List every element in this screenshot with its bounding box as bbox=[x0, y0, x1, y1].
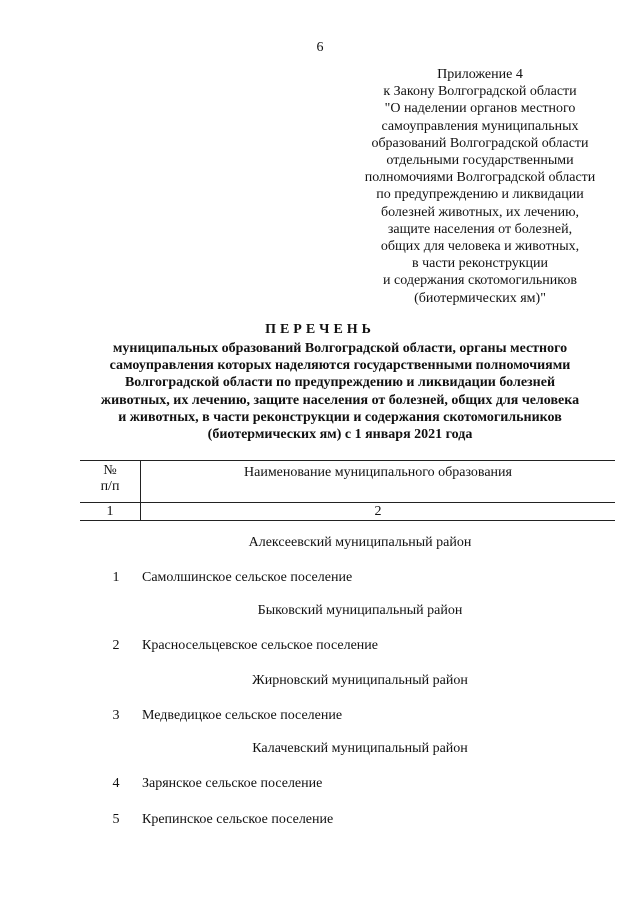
appendix-line: в части реконструкции bbox=[411, 256, 549, 272]
column-index-2: 2 bbox=[141, 503, 616, 521]
district-heading: Жирновский муниципальный район bbox=[252, 673, 468, 688]
subtitle-line: Волгоградской области по предупреждению и ликвидации болезней bbox=[124, 375, 556, 391]
item-name: Крепинское сельское поселение bbox=[142, 812, 334, 827]
item-number: 1 bbox=[112, 570, 120, 585]
subtitle-line: животных, их лечению, защите населения от болезней, общих для человека bbox=[100, 392, 580, 408]
appendix-line: общих для человека и животных, bbox=[380, 239, 580, 255]
item-name: Медведицкое сельское поселение bbox=[142, 708, 343, 723]
subtitle-line: и животных, в части реконструкции и содержания скотомогильников bbox=[118, 409, 562, 425]
list-item bbox=[90, 570, 590, 586]
appendix-line: к Закону Волгоградской области bbox=[383, 84, 577, 100]
column-index-1: 1 bbox=[80, 503, 141, 521]
item-number: 4 bbox=[112, 776, 120, 791]
num-header-symbol: № bbox=[103, 463, 117, 478]
list-subtitle bbox=[80, 340, 600, 443]
table-header bbox=[80, 460, 615, 521]
item-number: 2 bbox=[112, 638, 120, 653]
item-name: Самолшинское сельское поселение bbox=[142, 570, 353, 585]
page-number: 6 bbox=[316, 40, 324, 55]
district-heading: Алексеевский муниципальный район bbox=[248, 535, 472, 550]
appendix-line: защите населения от болезней, bbox=[387, 221, 573, 237]
appendix-line: и содержания скотомогильников bbox=[383, 273, 577, 289]
subtitle-line: самоуправления которых наделяются государственными полномочиями bbox=[109, 358, 571, 374]
num-header-abbr: п/п bbox=[100, 479, 120, 494]
item-name: Зарянское сельское поселение bbox=[142, 776, 323, 791]
item-number: 3 bbox=[112, 708, 120, 723]
appendix-line: Приложение 4 bbox=[437, 67, 523, 82]
appendix-line: по предупреждению и ликвидации bbox=[376, 187, 584, 203]
subtitle-line: (биотермических ям) с 1 января 2021 года bbox=[207, 427, 473, 443]
list-item bbox=[90, 638, 590, 654]
appendix-line: отдельными государственными bbox=[386, 153, 574, 169]
appendix-line: (биотермических ям)" bbox=[414, 290, 546, 306]
district-heading: Калачевский муниципальный район bbox=[252, 741, 468, 756]
district-heading: Быковский муниципальный район bbox=[257, 603, 463, 618]
list-item bbox=[90, 776, 590, 792]
appendix-header bbox=[330, 66, 630, 307]
name-header-cell: Наименование муниципального образования bbox=[141, 461, 616, 503]
item-name: Красносельцевское сельское поселение bbox=[142, 638, 378, 653]
appendix-line: "О наделении органов местного bbox=[384, 101, 576, 117]
appendix-line: болезней животных, их лечению, bbox=[380, 204, 580, 220]
subtitle-line: муниципальных образований Волгоградской области, органы местного bbox=[112, 341, 568, 356]
item-number: 5 bbox=[112, 812, 120, 827]
header-row bbox=[80, 461, 615, 503]
column-index-row bbox=[80, 503, 615, 521]
list-item bbox=[90, 708, 590, 724]
appendix-line: полномочиями Волгоградской области bbox=[364, 170, 596, 186]
appendix-line: самоуправления муниципальных bbox=[381, 118, 579, 134]
list-title: ПЕРЕЧЕНЬ bbox=[265, 322, 375, 337]
appendix-line: образований Волгоградской области bbox=[371, 135, 589, 151]
num-header-cell bbox=[80, 461, 141, 503]
list-item bbox=[90, 812, 590, 828]
